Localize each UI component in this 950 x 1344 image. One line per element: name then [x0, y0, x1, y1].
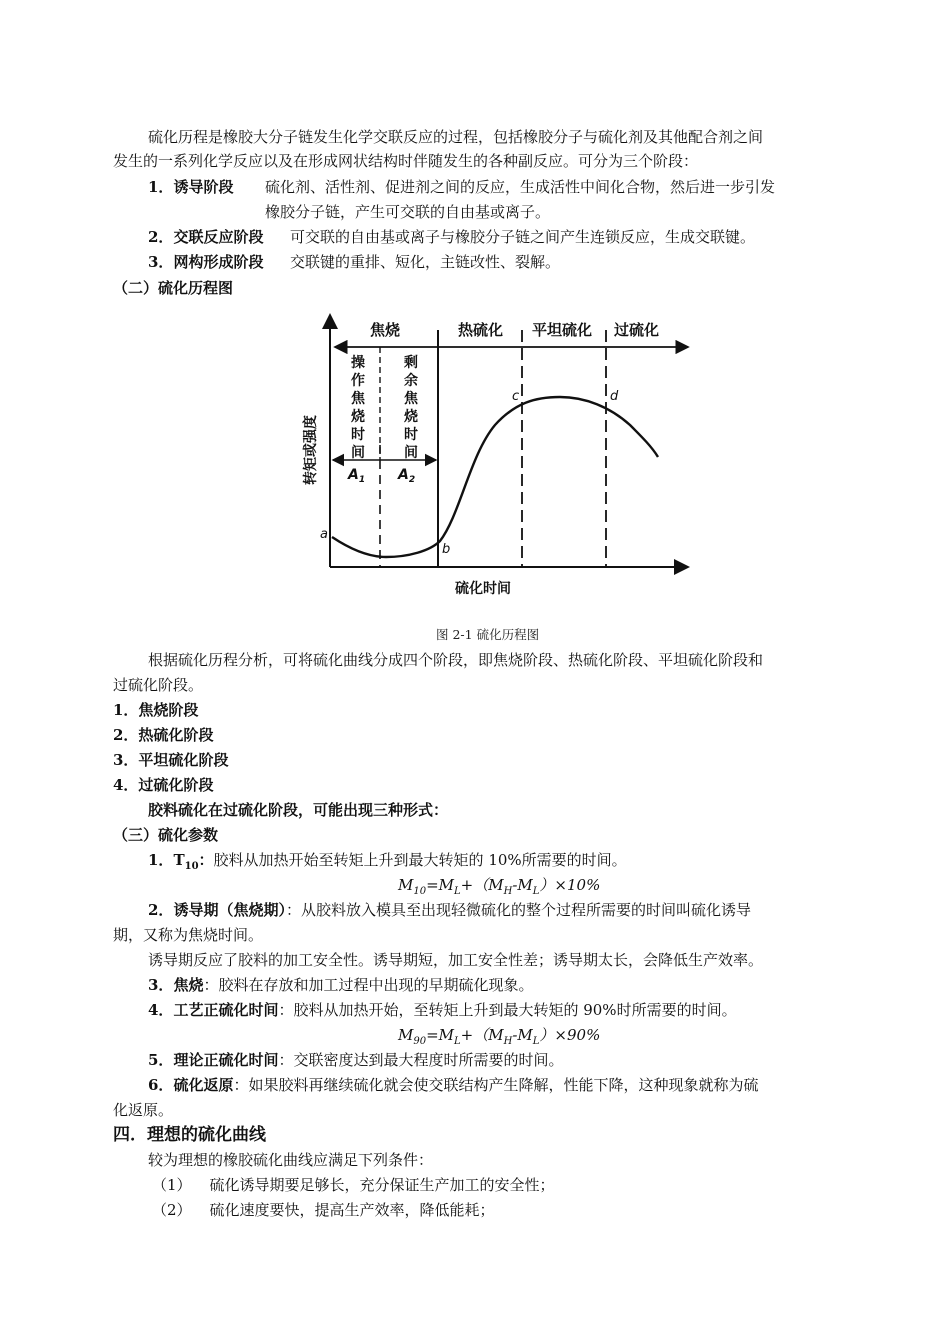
- phase-4: 4．过硫化阶段: [113, 776, 214, 794]
- stage-1-desc-1: 硫化剂、活性剂、促进剂之间的反应，生成活性中间化合物，然后进一步引发: [265, 178, 776, 196]
- svg-text:烧: 烧: [351, 409, 365, 425]
- cure-curve: [332, 397, 658, 557]
- intro-line-1: 硫化历程是橡胶大分子链发生化学交联反应的过程，包括橡胶分子与硫化剂及其他配合剂之间: [148, 128, 764, 146]
- param-6-line-1: 6．硫化返原：如果胶料再继续硫化就会使交联结构产生降解，性能下降，这种现象就称为硫: [148, 1076, 759, 1094]
- svg-text:转矩或强度: 转矩或强度: [303, 415, 319, 485]
- ideal-intro: 较为理想的橡胶硫化曲线应满足下列条件：: [148, 1151, 434, 1169]
- param-1: 1．$T_{10}$：胶料从加热开始至转矩上升到最大转矩的 10%所需要的时间。: [148, 851, 627, 872]
- point-d: d: [610, 389, 619, 404]
- x-axis-label: 硫化时间: [455, 581, 511, 597]
- intro-line-2: 发生的一系列化学反应以及在形成网状结构时伴随发生的各种副反应。可分为三个阶段：: [113, 152, 699, 170]
- zone-label-flat: 平坦硫化: [532, 321, 593, 339]
- svg-text:烧: 烧: [404, 409, 418, 425]
- zone-label-scorch: 焦烧: [370, 321, 401, 339]
- label-a1: $A_1$: [348, 467, 366, 485]
- param-3: 3．焦烧：胶料在存放和加工过程中出现的早期硫化现象。: [148, 976, 534, 994]
- zone-label-over: 过硫化: [614, 321, 660, 339]
- svg-text:余: 余: [404, 373, 418, 389]
- param-5: 5．理论正硫化时间：交联密度达到最大程度时所需要的时间。: [148, 1051, 564, 1069]
- stage-1-desc-2: 橡胶分子链，产生可交联的自由基或离子。: [265, 203, 551, 221]
- sub-label-remaining: [404, 354, 419, 461]
- section-4-heading: 四．理想的硫化曲线: [113, 1125, 266, 1145]
- point-a: a: [320, 527, 328, 542]
- phase-3: 3．平坦硫化阶段: [113, 751, 229, 769]
- svg-text:时: 时: [351, 427, 365, 443]
- svg-text:间: 间: [404, 445, 418, 461]
- analysis-line-1: 根据硫化历程分析，可将硫化曲线分成四个阶段，即焦烧阶段、热硫化阶段、平坦硫化阶段和: [148, 651, 764, 669]
- param-6-line-2: 化返原。: [113, 1101, 174, 1119]
- stage-2-title: 2．交联反应阶段: [148, 228, 264, 246]
- overcure-note: 胶料硫化在过硫化阶段，可能出现三种形式：: [148, 801, 449, 819]
- param-4: 4．工艺正硫化时间：胶料从加热开始，至转矩上升到最大转矩的 90%时所需要的时间。: [148, 1001, 737, 1019]
- svg-text:作: 作: [351, 373, 365, 389]
- y-axis-label: [302, 415, 319, 485]
- svg-text:间: 间: [351, 445, 365, 461]
- svg-text:剩: 剩: [404, 355, 418, 371]
- section-3-heading: （三）硫化参数: [113, 826, 219, 844]
- sub-label-operating: [351, 354, 366, 461]
- vulcanization-curve-figure: [290, 305, 700, 605]
- figure-caption: 图 2-1 硫化历程图: [436, 627, 540, 642]
- formula-m10: $M_{10}=M_L+(M_H-M_L)\times 10\%$: [398, 876, 601, 897]
- phase-2: 2．热硫化阶段: [113, 726, 214, 744]
- svg-text:焦: 焦: [351, 391, 365, 407]
- section-2-heading: （二）硫化历程图: [113, 279, 234, 297]
- point-b: b: [442, 542, 451, 557]
- stage-3-desc: 交联键的重排、短化，主链改性、裂解。: [290, 253, 561, 271]
- zone-label-hot: 热硫化: [458, 321, 504, 339]
- formula-m90: $M_{90}=M_L+(M_H-M_L)\times 90\%$: [398, 1026, 601, 1047]
- label-a2: $A_2$: [398, 467, 416, 485]
- param-2-note: 诱导期反应了胶料的加工安全性。诱导期短，加工安全性差；诱导期太长，会降低生产效率。: [148, 951, 764, 969]
- param-2-line-2: 期，又称为焦烧时间。: [113, 926, 264, 944]
- point-c: c: [512, 389, 520, 404]
- phase-1: 1．焦烧阶段: [113, 701, 199, 719]
- ideal-item-1: （1） 硫化诱导期要足够长，充分保证生产加工的安全性；: [152, 1176, 555, 1194]
- param-2-line-1: 2．诱导期（焦烧期）：从胶料放入模具至出现轻微硫化的整个过程所需要的时间叫硫化诱导: [148, 901, 751, 919]
- stage-1-title: 1．诱导阶段: [148, 178, 234, 196]
- svg-text:操: 操: [351, 355, 365, 371]
- stage-2-desc: 可交联的自由基或离子与橡胶分子链之间产生连锁反应，生成交联键。: [290, 228, 756, 246]
- svg-text:焦: 焦: [404, 391, 418, 407]
- stage-3-title: 3．网构形成阶段: [148, 253, 264, 271]
- ideal-item-2: （2） 硫化速度要快，提高生产效率，降低能耗；: [152, 1201, 495, 1219]
- svg-text:时: 时: [404, 427, 418, 443]
- analysis-line-2: 过硫化阶段。: [113, 676, 204, 694]
